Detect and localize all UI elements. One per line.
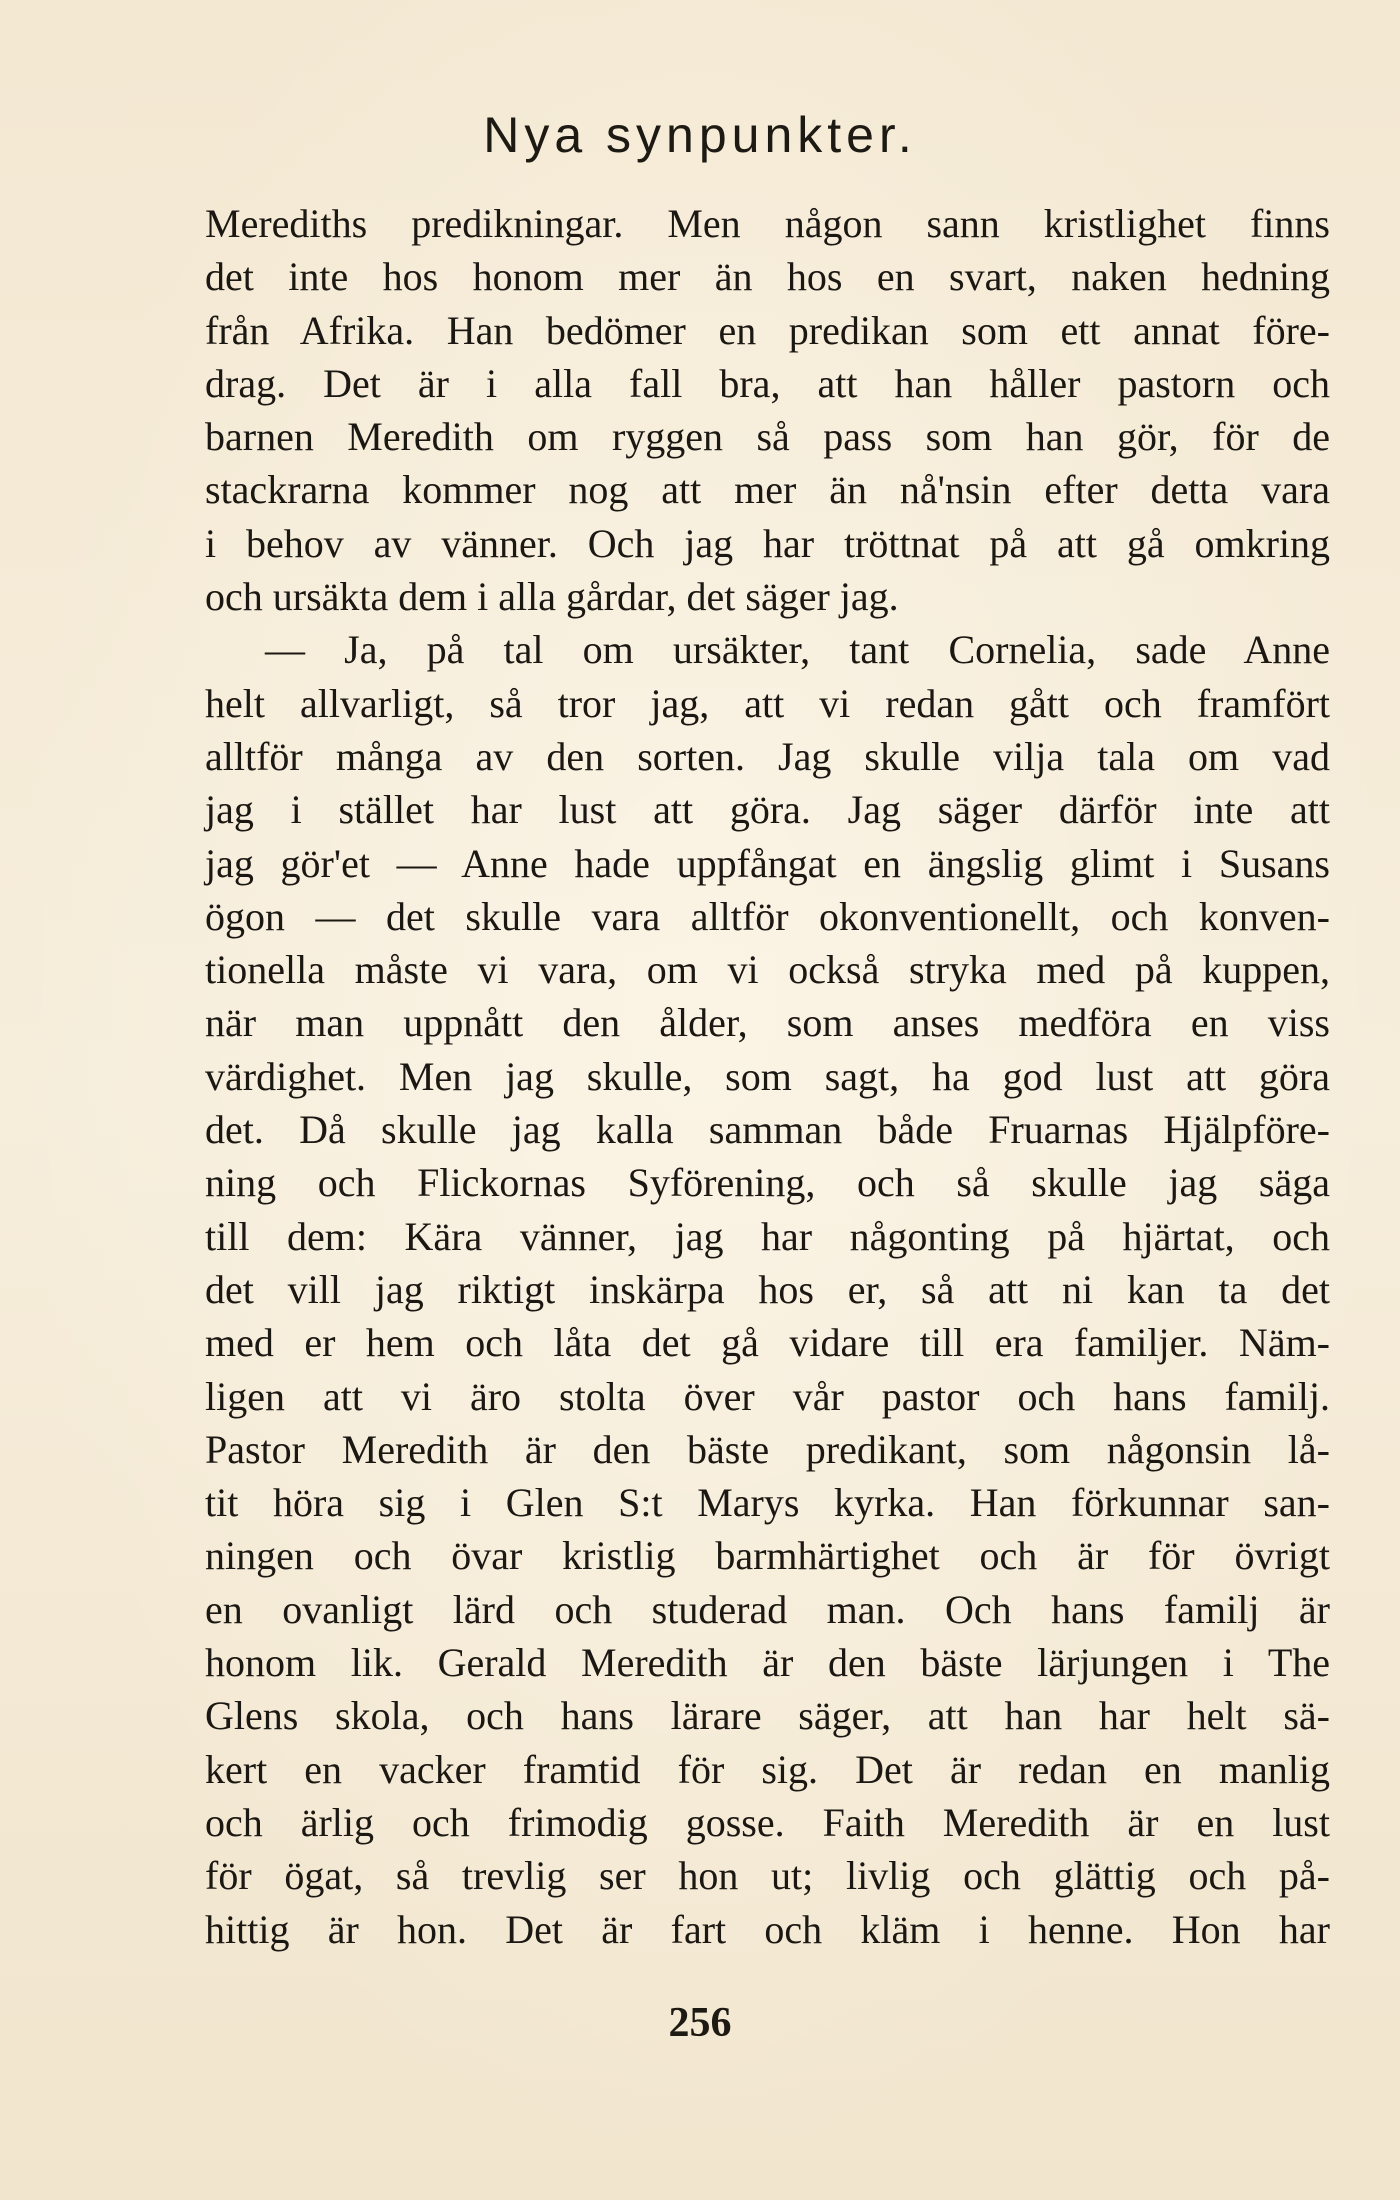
text-line: med er hem och låta det gå vidare till era familjer. Näm-: [205, 1320, 1330, 1366]
text-line: hittig är hon. Det är fart och kläm i henne. Hon har: [205, 1906, 1330, 1952]
running-head-title: Nya synpunkter.: [483, 107, 917, 163]
text-line: tionella måste vi vara, om vi också stryka med på kuppen,: [205, 947, 1330, 993]
text-line: och ursäkta dem i alla gårdar, det säger jag.: [205, 574, 899, 620]
text-line: tit höra sig i Glen S:t Marys kyrka. Han förkunnar san-: [205, 1480, 1330, 1526]
text-line: från Afrika. Han bedömer en predikan som ett annat före-: [205, 307, 1330, 353]
text-line: barnen Meredith om ryggen så pass som han gör, för de: [205, 414, 1330, 460]
text-line: kert en vacker framtid för sig. Det är redan en manlig: [205, 1746, 1330, 1792]
text-line: helt allvarligt, så tror jag, att vi redan gått och framfört: [205, 680, 1330, 726]
text-line: en ovanligt lärd och studerad man. Och hans familj är: [205, 1586, 1330, 1632]
body-text: [205, 197, 1330, 1956]
text-line: ögon — det skulle vara alltför okonventionellt, och konven-: [205, 893, 1330, 939]
text-line: när man uppnått den ålder, som anses medföra en viss: [205, 1000, 1330, 1046]
text-line: stackrarna kommer nog att mer än nå'nsin efter detta vara: [205, 467, 1330, 513]
text-line: i behov av vänner. Och jag har tröttnat på att gå omkring: [205, 520, 1330, 566]
text-line: Merediths predikningar. Men någon sann kristlighet finns: [205, 201, 1330, 246]
text-line: och ärlig och frimodig gosse. Faith Meredith är en lust: [205, 1799, 1330, 1845]
text-line: ligen att vi äro stolta över vår pastor och hans familj.: [205, 1373, 1330, 1419]
text-line: jag gör'et — Anne hade uppfångat en ängslig glimt i Susans: [205, 840, 1330, 886]
text-line: — Ja, på tal om ursäkter, tant Cornelia, sade Anne: [265, 627, 1330, 673]
text-line: ning och Flickornas Syförening, och så skulle jag säga: [205, 1160, 1330, 1206]
text-line: för ögat, så trevlig ser hon ut; livlig och glättig och på-: [205, 1853, 1330, 1899]
text-line: honom lik. Gerald Meredith är den bäste lärjungen i The: [205, 1640, 1330, 1686]
text-line: till dem: Kära vänner, jag har någonting på hjärtat, och: [205, 1213, 1330, 1259]
text-line: det inte hos honom mer än hos en svart, naken hedning: [205, 254, 1330, 300]
text-line: värdighet. Men jag skulle, som sagt, ha god lust att göra: [205, 1053, 1330, 1099]
text-line: alltför många av den sorten. Jag skulle vilja tala om vad: [205, 733, 1330, 779]
page-number: 256: [668, 2000, 732, 2046]
text-line: ningen och övar kristlig barmhärtighet och är för övrigt: [205, 1533, 1330, 1579]
text-line: Pastor Meredith är den bäste predikant, som någonsin lå-: [205, 1426, 1330, 1472]
text-line: det vill jag riktigt inskärpa hos er, så att ni kan ta det: [205, 1266, 1330, 1312]
text-line: det. Då skulle jag kalla samman både Fruarnas Hjälpföre-: [205, 1107, 1330, 1153]
text-line: drag. Det är i alla fall bra, att han håller pastorn och: [205, 360, 1330, 406]
text-line: Glens skola, och hans lärare säger, att han har helt sä-: [205, 1693, 1330, 1739]
text-line: jag i stället har lust att göra. Jag säger därför inte att: [205, 787, 1330, 833]
